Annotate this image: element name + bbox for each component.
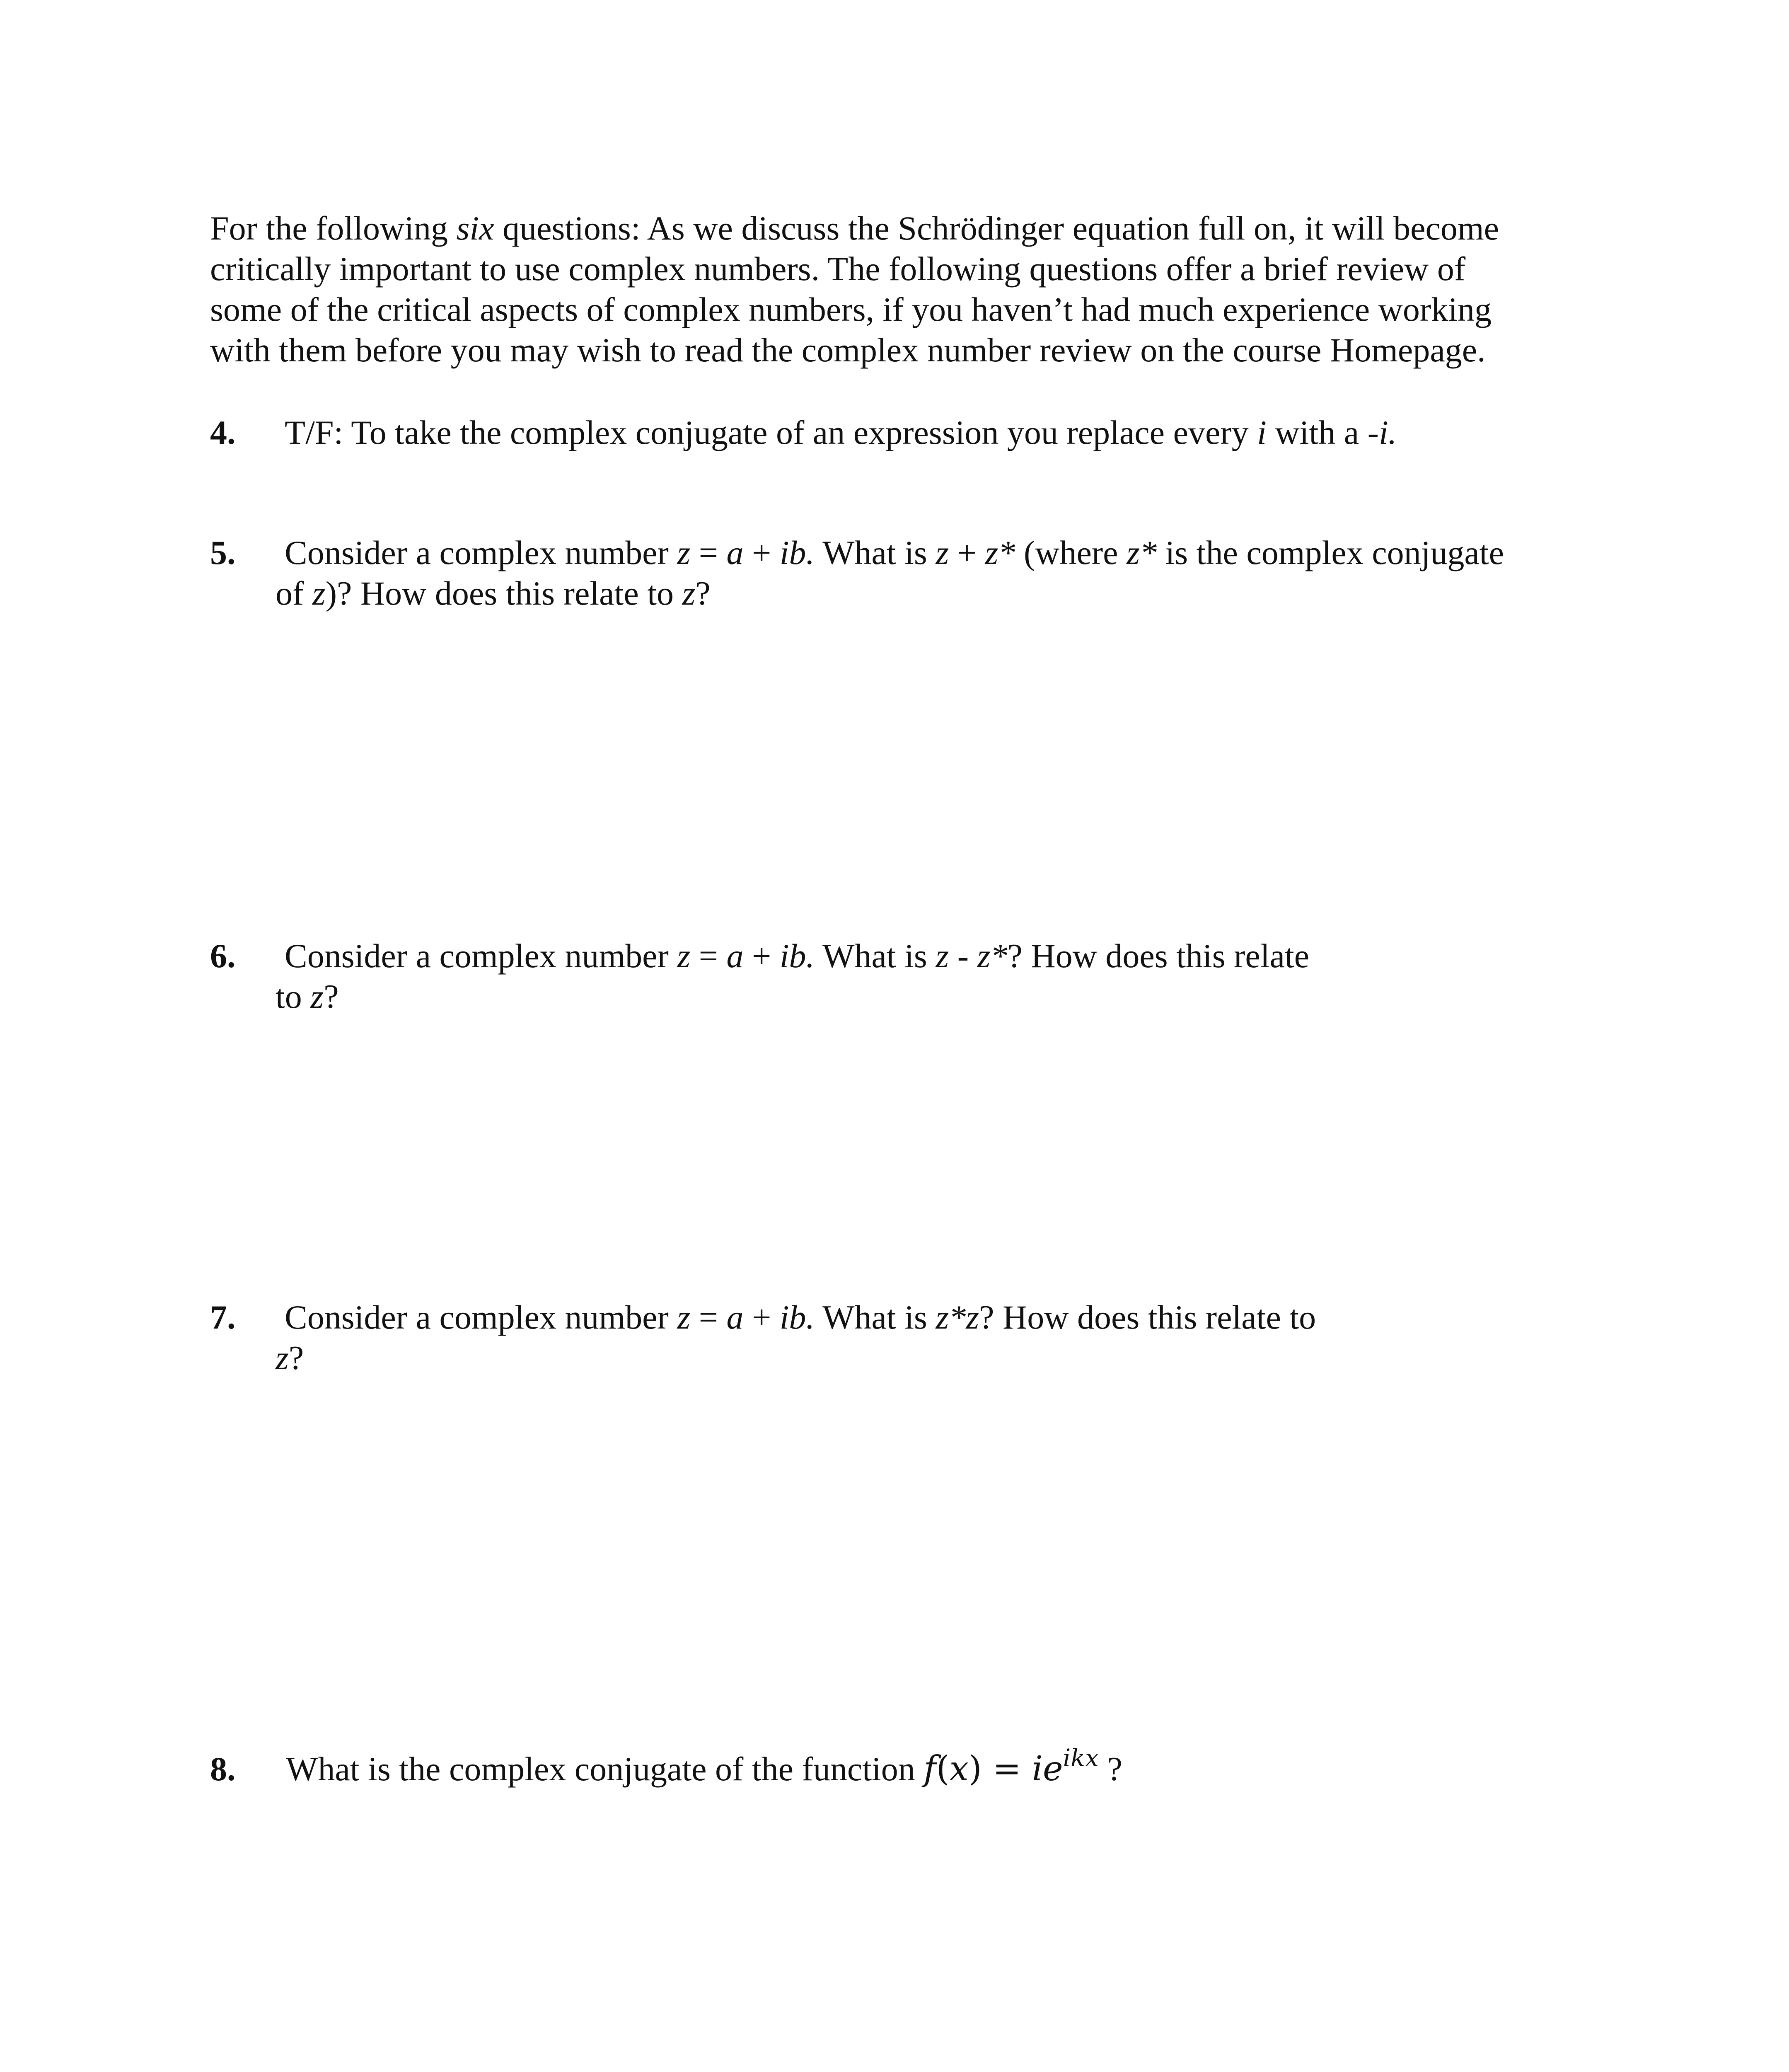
question-8-text: What is the complex conjugate of the function $f(x) = ie^{ikx}$ ?: [286, 1744, 1122, 1789]
intro-line-1: For the following six questions: As we discuss the Schrödinger equation full on, it will become: [210, 209, 1499, 247]
intro-line-3: some of the critical aspects of complex numbers, if you haven’t had much experience working: [210, 290, 1492, 328]
question-6-continuation: to z?: [276, 978, 339, 1015]
exponent-ikx: ikx: [1063, 1744, 1099, 1772]
question-4-number: 4.: [210, 414, 236, 451]
question-8-number: 8.: [210, 1750, 236, 1788]
function-expression: $f(x) = ie^{ikx}$: [924, 1744, 1099, 1789]
question-5-continuation: of z)? How does this relate to z?: [276, 574, 711, 612]
question-6-text: Consider a complex number z = a + ib. What is z - z*? How does this relate: [285, 937, 1310, 975]
question-7-continuation: z?: [276, 1339, 304, 1377]
question-7-number: 7.: [210, 1298, 236, 1336]
intro-line-4: with them before you may wish to read the complex number review on the course Homepage.: [210, 331, 1486, 369]
intro-line-2: critically important to use complex numbers. The following questions offer a brief review of: [210, 250, 1466, 288]
question-7-text: Consider a complex number z = a + ib. What is z*z? How does this relate to: [285, 1298, 1316, 1336]
question-4-text: T/F: To take the complex conjugate of an expression you replace every i with a -i.: [285, 414, 1397, 451]
question-6-number: 6.: [210, 937, 236, 975]
question-5-text: Consider a complex number z = a + ib. What is z + z* (where z* is the complex conjugate: [285, 534, 1504, 571]
intro-paragraph: [210, 208, 1577, 370]
question-5-number: 5.: [210, 534, 236, 571]
